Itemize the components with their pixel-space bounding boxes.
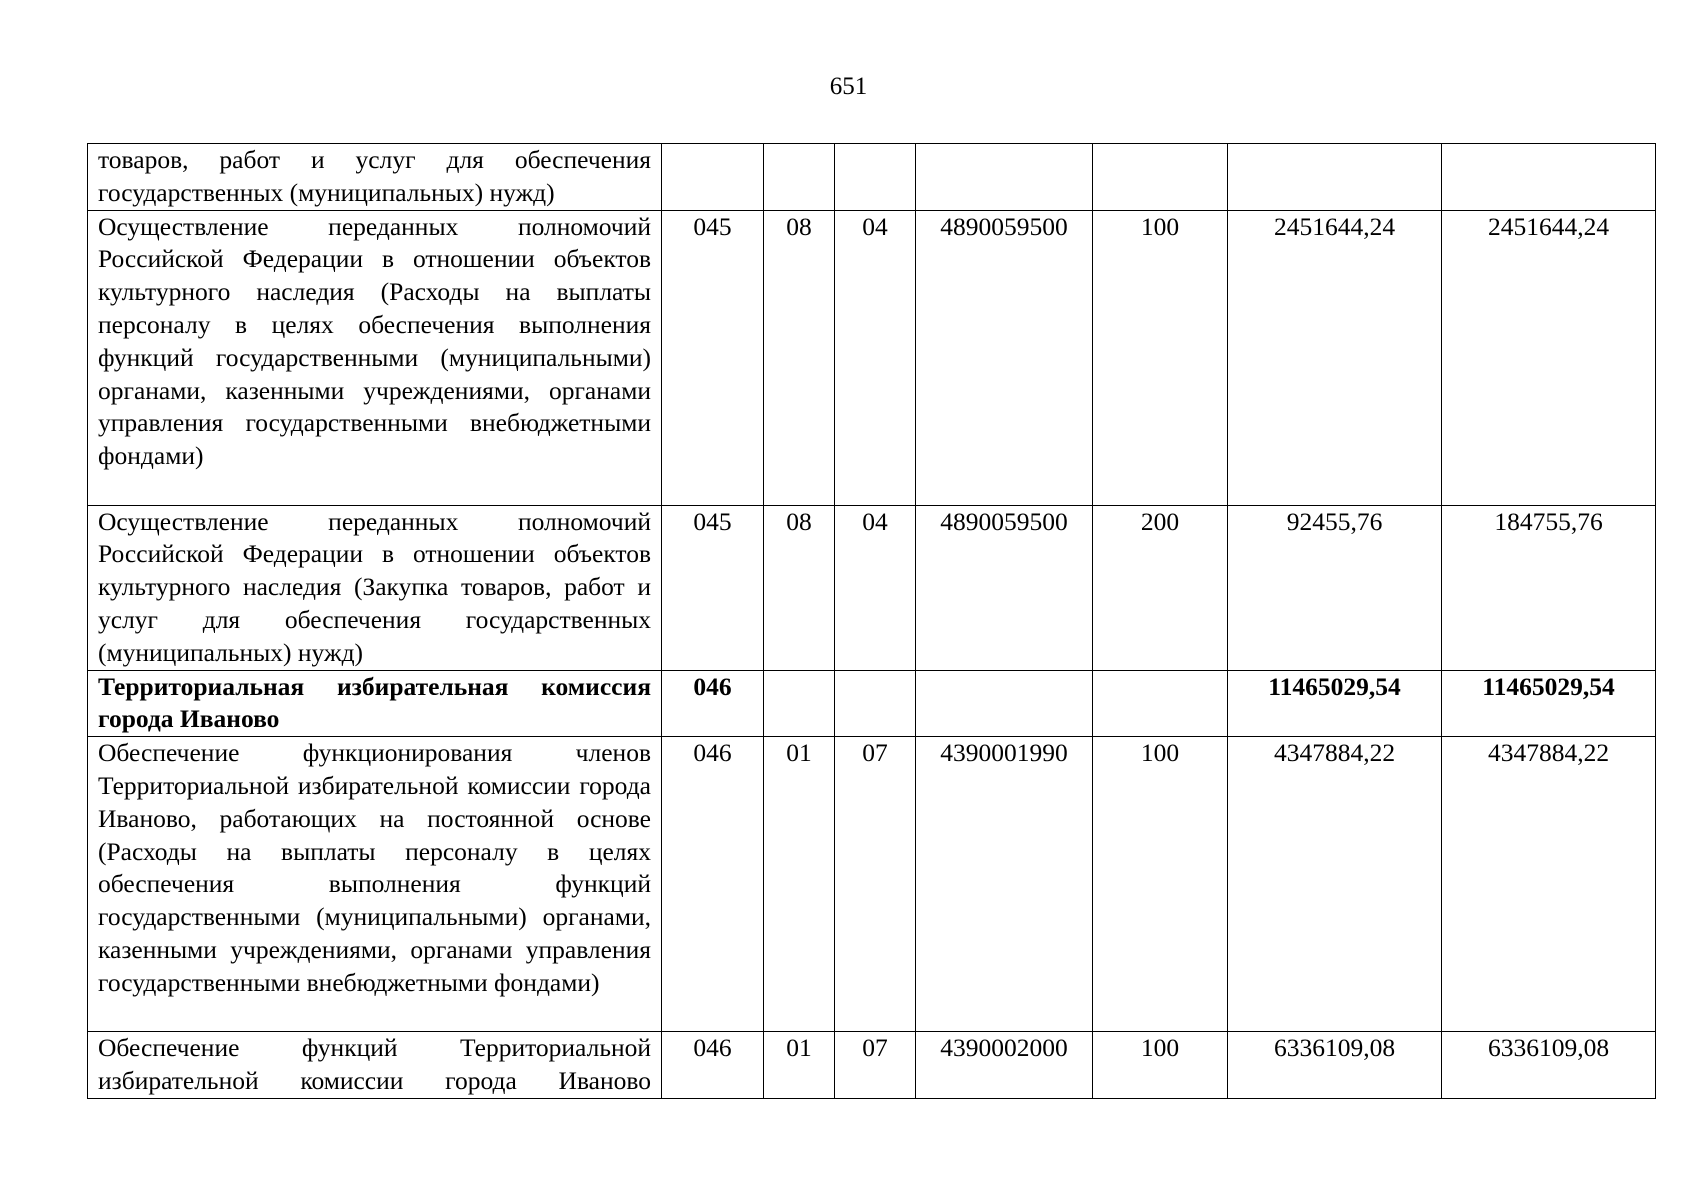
row-description: Обеспечение функций Территориальной избирательной комиссии города Иваново	[88, 1032, 662, 1099]
subsection-code: 04	[835, 210, 916, 505]
budget-table	[87, 143, 1656, 1099]
subsection-code: 04	[835, 505, 916, 670]
table-row	[88, 505, 1656, 670]
section-code	[764, 670, 835, 737]
amount-year-2	[1442, 144, 1656, 211]
expense-type-code: 100	[1093, 737, 1228, 1032]
expense-type-code: 100	[1093, 1032, 1228, 1099]
target-article-code: 4890059500	[916, 505, 1093, 670]
subsection-code	[835, 144, 916, 211]
row-description: товаров, работ и услуг для обеспечения государственных (муниципальных) нужд)	[88, 144, 662, 211]
ved-code: 045	[662, 210, 764, 505]
section-code: 01	[764, 737, 835, 1032]
amount-year-1: 4347884,22	[1228, 737, 1442, 1032]
ved-code	[662, 144, 764, 211]
amount-year-2: 2451644,24	[1442, 210, 1656, 505]
row-description: Территориальная избирательная комиссия города Иваново	[88, 670, 662, 737]
amount-year-1	[1228, 144, 1442, 211]
section-code: 08	[764, 505, 835, 670]
amount-year-1: 11465029,54	[1228, 670, 1442, 737]
section-code	[764, 144, 835, 211]
amount-year-1: 6336109,08	[1228, 1032, 1442, 1099]
expense-type-code: 200	[1093, 505, 1228, 670]
table-row	[88, 737, 1656, 1032]
ved-code: 046	[662, 737, 764, 1032]
target-article-code	[916, 144, 1093, 211]
amount-year-1: 92455,76	[1228, 505, 1442, 670]
expense-type-code	[1093, 144, 1228, 211]
expense-type-code: 100	[1093, 210, 1228, 505]
row-description: Осуществление переданных полномочий Российской Федерации в отношении объектов культурного наследия (Закупка товаров, работ и услуг для обеспечения государственных (муниципальных) нужд)	[88, 505, 662, 670]
target-article-code: 4390002000	[916, 1032, 1093, 1099]
amount-year-2: 11465029,54	[1442, 670, 1656, 737]
target-article-code	[916, 670, 1093, 737]
target-article-code: 4890059500	[916, 210, 1093, 505]
amount-year-1: 2451644,24	[1228, 210, 1442, 505]
amount-year-2: 4347884,22	[1442, 737, 1656, 1032]
table-row	[88, 144, 1656, 211]
amount-year-2: 6336109,08	[1442, 1032, 1656, 1099]
amount-year-2: 184755,76	[1442, 505, 1656, 670]
ved-code: 046	[662, 1032, 764, 1099]
table-row	[88, 670, 1656, 737]
subsection-code: 07	[835, 737, 916, 1032]
table-row	[88, 210, 1656, 505]
expense-type-code	[1093, 670, 1228, 737]
section-code: 01	[764, 1032, 835, 1099]
ved-code: 046	[662, 670, 764, 737]
ved-code: 045	[662, 505, 764, 670]
subsection-code: 07	[835, 1032, 916, 1099]
subsection-code	[835, 670, 916, 737]
page-number: 651	[829, 73, 868, 100]
table-row	[88, 1032, 1656, 1099]
target-article-code: 4390001990	[916, 737, 1093, 1032]
row-description: Осуществление переданных полномочий Российской Федерации в отношении объектов культурного наследия (Расходы на выплаты персоналу в целях обеспечения выполнения функций государственными (муниципальными) органами, казенными учреждениями, органами управления государственными внебюджетными фондами)	[88, 210, 662, 505]
section-code: 08	[764, 210, 835, 505]
row-description: Обеспечение функционирования членов Территориальной избирательной комиссии города Иваново, работающих на постоянной основе (Расходы на выплаты персоналу в целях обеспечения выполнения функций государственными (муниципальными) органами, казенными учреждениями, органами управления государственными внебюджетными фондами)	[88, 737, 662, 1032]
